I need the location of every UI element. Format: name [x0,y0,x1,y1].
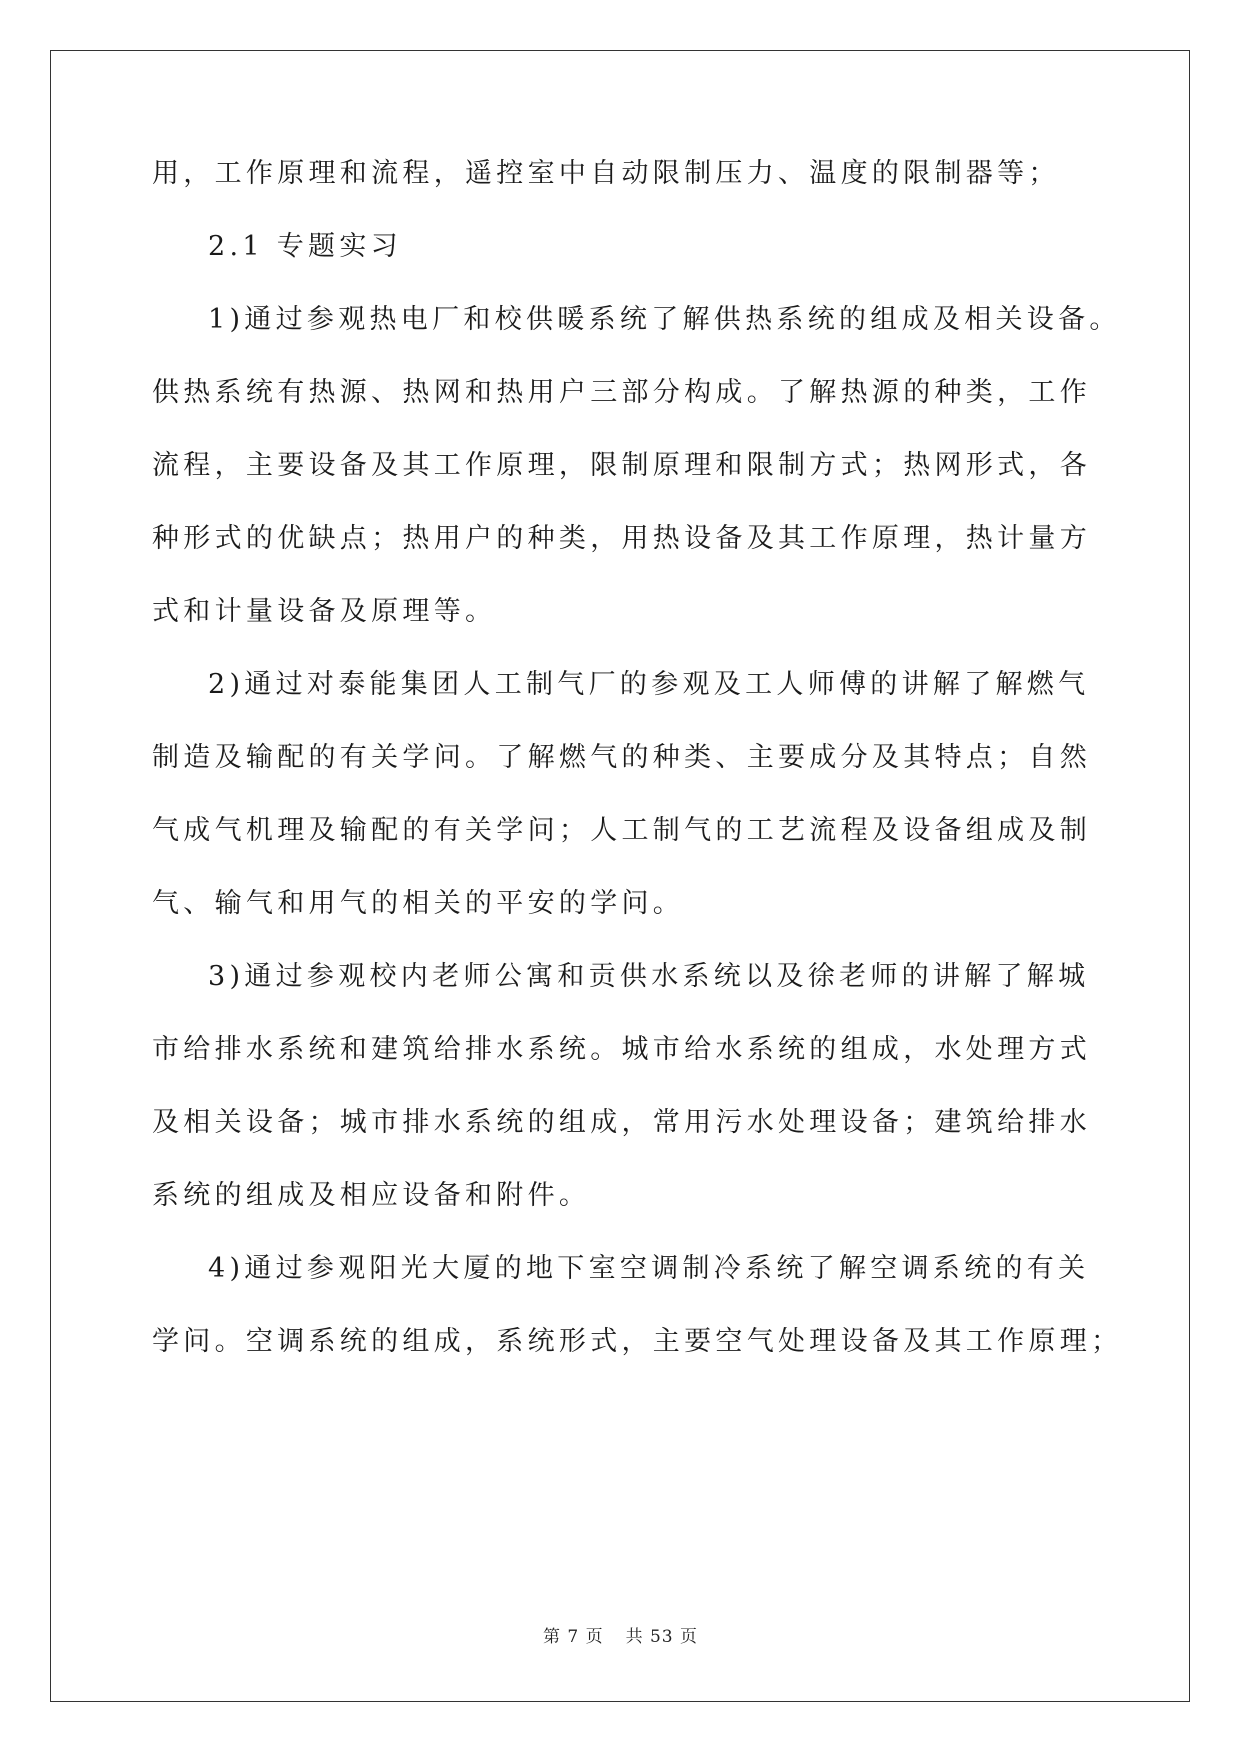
page-footer [0,1622,1241,1647]
text-line-10: 气成气机理及输配的有关学问；人工制气的工艺流程及设备组成及制 [152,815,1091,846]
page-total: 共 53 页 [625,1627,699,1647]
text-line-11: 气、输气和用气的相关的平安的学问。 [152,888,685,919]
text-line-8: 2)通过对泰能集团人工制气厂的参观及工人师傅的讲解了解燃气 [208,669,1090,700]
page-border [50,50,1190,1702]
text-line-4: 供热系统有热源、热网和热用户三部分构成。了解热源的种类，工作 [152,377,1091,408]
text-line-9: 制造及输配的有关学问。了解燃气的种类、主要成分及其特点；自然 [152,742,1091,773]
text-line-14: 及相关设备；城市排水系统的组成，常用污水处理设备；建筑给排水 [152,1107,1091,1138]
page-number: 第 7 页 [542,1627,604,1647]
text-line-6: 种形式的优缺点；热用户的种类，用热设备及其工作原理，热计量方 [152,523,1091,554]
text-line-13: 市给排水系统和建筑给排水系统。城市给水系统的组成，水处理方式 [152,1034,1091,1065]
section-heading: 2.1 专题实习 [208,231,402,262]
text-line-5: 流程，主要设备及其工作原理，限制原理和限制方式；热网形式，各 [152,450,1091,481]
text-line-16: 4)通过参观阳光大厦的地下室空调制冷系统了解空调系统的有关 [208,1253,1090,1284]
text-line-7: 式和计量设备及原理等。 [152,596,497,627]
text-line-17: 学问。空调系统的组成，系统形式，主要空气处理设备及其工作原理； [152,1326,1123,1357]
text-line-15: 系统的组成及相应设备和附件。 [152,1180,591,1211]
text-line-12: 3)通过参观校内老师公寓和贡供水系统以及徐老师的讲解了解城 [208,961,1090,992]
text-line-1: 用，工作原理和流程，遥控室中自动限制压力、温度的限制器等； [152,158,1060,189]
text-line-3: 1)通过参观热电厂和校供暖系统了解供热系统的组成及相关设备。 [208,304,1121,335]
